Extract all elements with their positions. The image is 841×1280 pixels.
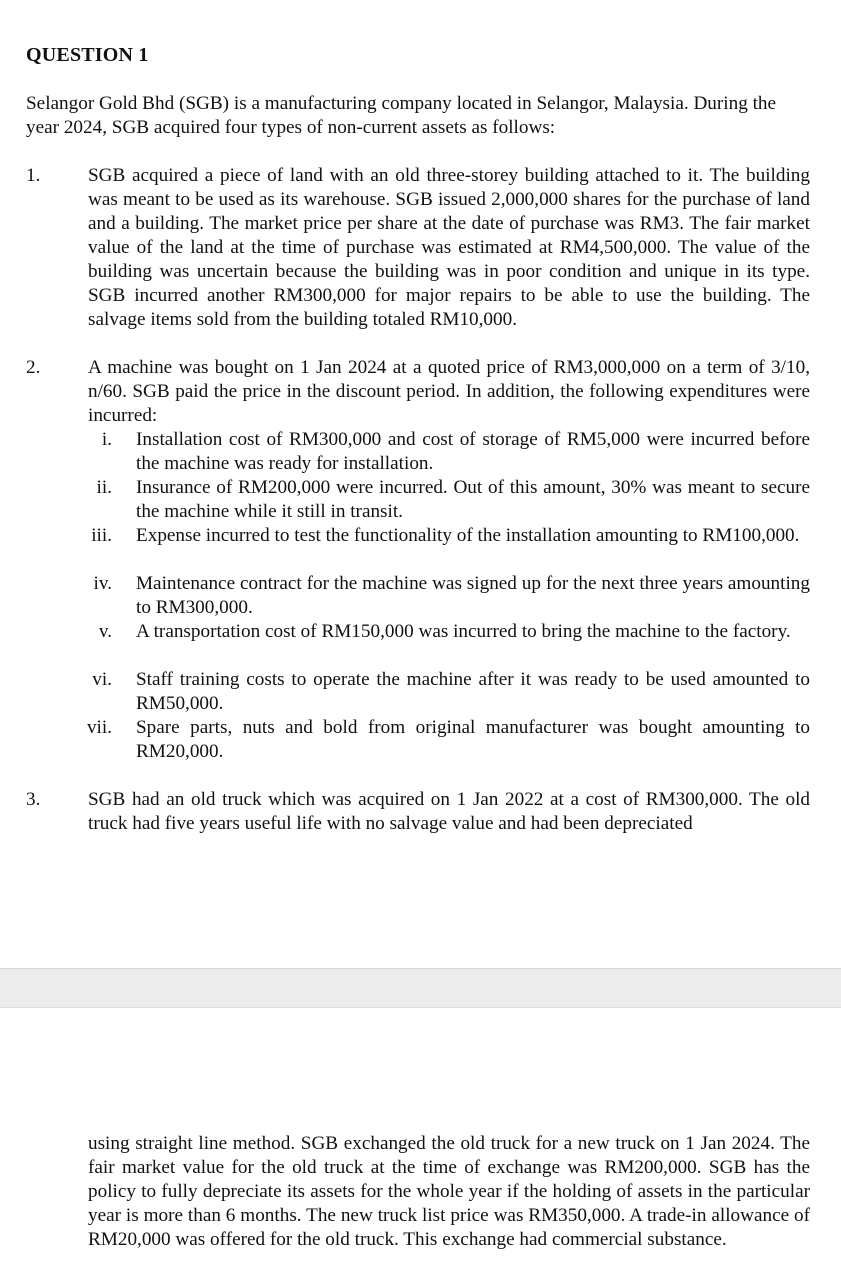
subitem-i-text: Installation cost of RM300,000 and cost of storage of RM5,000 were incurred before the machine was ready for installation. [136,429,810,474]
subitem-vii-number: vii. [86,717,112,738]
subitem-ii-text: Insurance of RM200,000 were incurred. Out of this amount, 30% was meant to secure the machine while it still in transit. [136,477,810,522]
subitem-vi-number: vi. [92,669,112,690]
item-3-text: SGB had an old truck which was acquired on 1 Jan 2022 at a cost of RM300,000. The old truck had five years useful life with no salvage value and had been depreciated [88,789,810,834]
subitem-ii-number: ii. [96,477,112,498]
item-1-text: SGB acquired a piece of land with an old three-storey building attached to it. The building was meant to be used as its warehouse. SGB issued 2,000,000 shares for the purchase of land and a building. The market price per share at the date of purchase was RM3. The fair market value of the land at the time of purchase was estimated at RM4,500,000. The value of the building was uncertain because the building was in poor condition and unique in its type. SGB incurred another RM300,000 for major repairs to be able to use the building. The salvage items sold from the building totaled RM10,000. [88,165,810,330]
item-2-text: A machine was bought on 1 Jan 2024 at a quoted price of RM3,000,000 on a term of 3/10, n/60. SGB paid the price in the discount period. In addition, the following expenditures were incurred: [88,357,810,426]
subitem-iii-text: Expense incurred to test the functionality of the installation amounting to RM100,000. [136,525,800,546]
item-2-number: 2. [26,357,41,378]
document-page-2 [0,1008,841,1280]
question-intro: Selangor Gold Bhd (SGB) is a manufacturing company located in Selangor, Malaysia. During the year 2024, SGB acquired four types of non-current assets as follows: [26,93,777,138]
question-heading: QUESTION 1 [26,44,149,66]
subitem-iv-text: Maintenance contract for the machine was signed up for the next three years amounting to RM300,000. [136,573,810,618]
item-3-number: 3. [26,789,41,810]
subitem-i-number: i. [101,429,112,450]
item-3-continuation: using straight line method. SGB exchanged the old truck for a new truck on 1 Jan 2024. The fair market value for the old truck at the time of exchange was RM200,000. SGB has the policy to fully depreciate its assets for the whole year if the holding of assets in the particular year is more than 6 months. The new truck list price was RM350,000. A trade-in allowance of RM20,000 was offered for the old truck. This exchange had commercial substance. [88,1133,810,1250]
subitem-v-number: v. [98,621,112,642]
subitem-vi-text: Staff training costs to operate the machine after it was ready to be used amounted to RM50,000. [136,669,810,714]
page-break-divider [0,968,841,1008]
subitem-vii-text: Spare parts, nuts and bold from original manufacturer was bought amounting to RM20,000. [136,717,810,762]
item-1-number: 1. [26,165,41,186]
subitem-iv-number: iv. [93,573,112,594]
subitem-iii-number: iii. [91,525,112,546]
subitem-v-text: A transportation cost of RM150,000 was incurred to bring the machine to the factory. [136,621,791,642]
